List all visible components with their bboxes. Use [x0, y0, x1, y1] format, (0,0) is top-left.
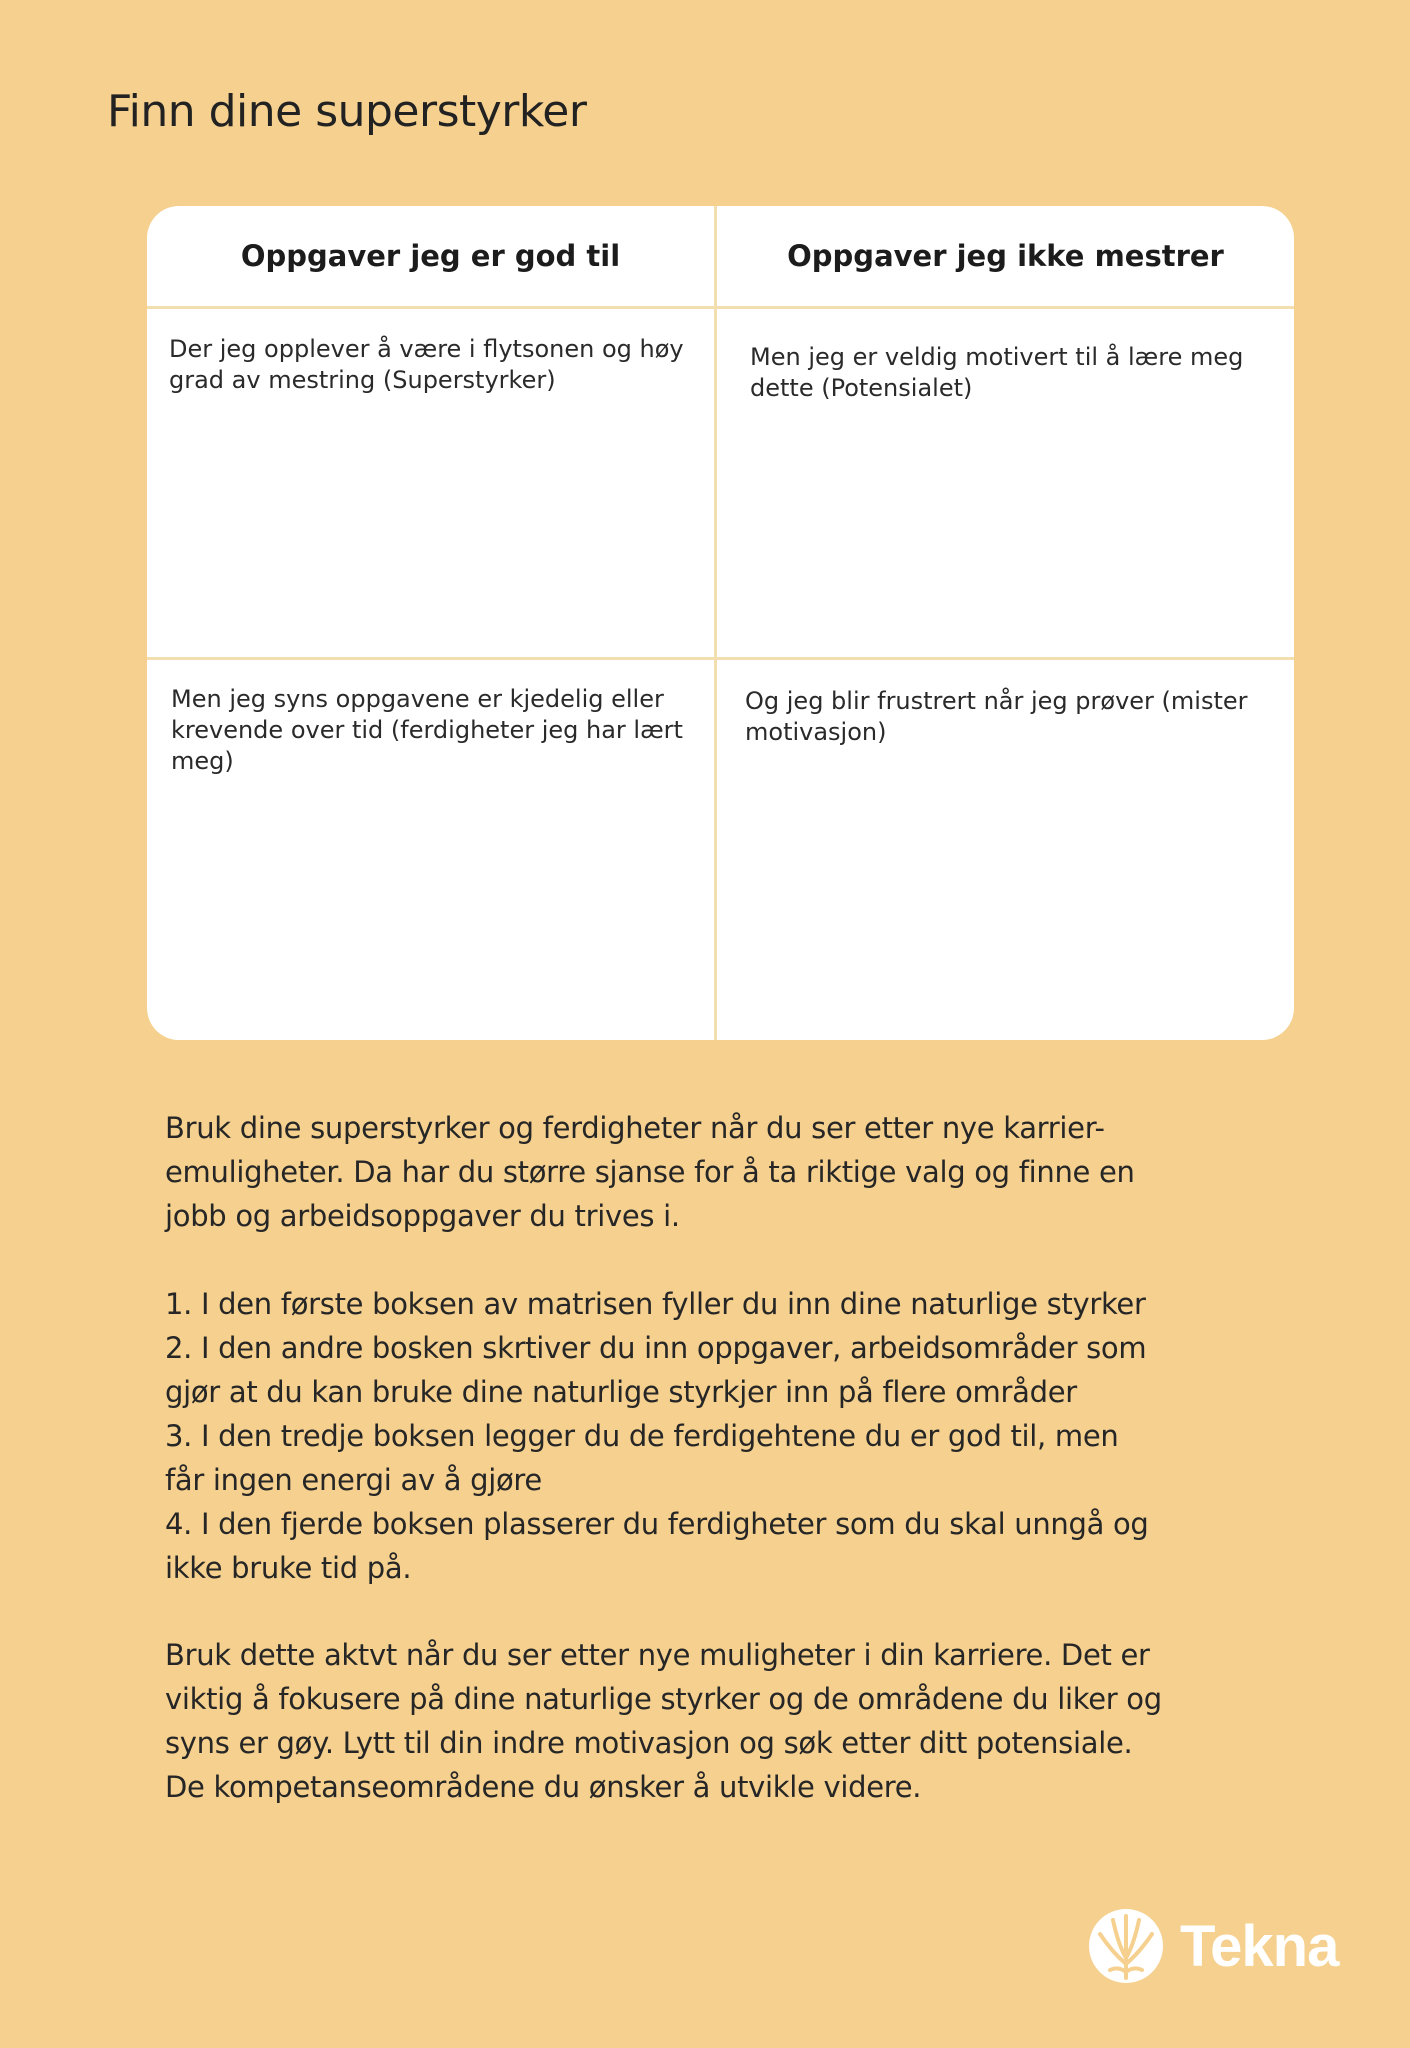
- matrix-cell-potential: Men jeg er veldig motivert til å lære meg dette (Potensialet): [750, 343, 1244, 402]
- steps-list: [165, 1282, 1165, 1590]
- matrix-header-divider: [147, 306, 1294, 309]
- logo-wordmark: Tekna: [1180, 1913, 1339, 1979]
- matrix-cell-frustrations: Og jeg blir frustrert når jeg prøver (mister motivasjon): [745, 687, 1248, 746]
- superstrength-matrix: [147, 206, 1294, 1040]
- matrix-header-not-mastered: Oppgaver jeg ikke mestrer: [787, 239, 1224, 273]
- matrix-row-divider: [147, 657, 1294, 660]
- matrix-header-good-at: Oppgaver jeg er god til: [240, 239, 621, 273]
- intro-paragraph: Bruk dine superstyrker og ferdigheter når du ser etter nye karrier-emuligheter. Da har du større sjanse for å ta riktige valg og finne en jobb og arbeidsoppgaver du trives i.: [165, 1111, 1135, 1233]
- step-item: 1. I den første boksen av matrisen fyller du inn dine naturlige styrker: [165, 1287, 1146, 1321]
- step-item: 2. I den andre bosken skrtiver du inn oppgaver, arbeidsområder som gjør at du kan bruke dine naturlige styrkjer inn på flere områder: [165, 1331, 1147, 1409]
- tekna-logo: [1088, 1908, 1338, 1984]
- step-item: 4. I den fjerde boksen plasserer du ferdigheter som du skal unngå og ikke bruke tid på.: [165, 1507, 1149, 1585]
- matrix-cell-learned-skills: Men jeg syns oppgavene er kjedelig eller krevende over tid (ferdigheter jeg har lært meg): [171, 685, 683, 775]
- matrix-vertical-divider: [714, 206, 717, 1040]
- matrix-cell-superstrengths: Der jeg opplever å være i flytsonen og høy grad av mestring (Superstyrker): [169, 335, 684, 394]
- step-item: 3. I den tredje boksen legger du de ferdigehtene du er god til, men får ingen energi av å gjøre: [165, 1419, 1119, 1497]
- page-title: Finn dine superstyrker: [107, 86, 587, 137]
- outro-paragraph: Bruk dette aktvt når du ser etter nye muligheter i din karriere. Det er viktig å fokusere på dine naturlige styrker og de områdene du liker og syns er gøy. Lytt til din indre motivasjon og søk etter ditt potensiale. De kompetanseområdene du ønsker å utvikle videre.: [165, 1638, 1162, 1804]
- tekna-logo-icon: [1088, 1908, 1164, 1984]
